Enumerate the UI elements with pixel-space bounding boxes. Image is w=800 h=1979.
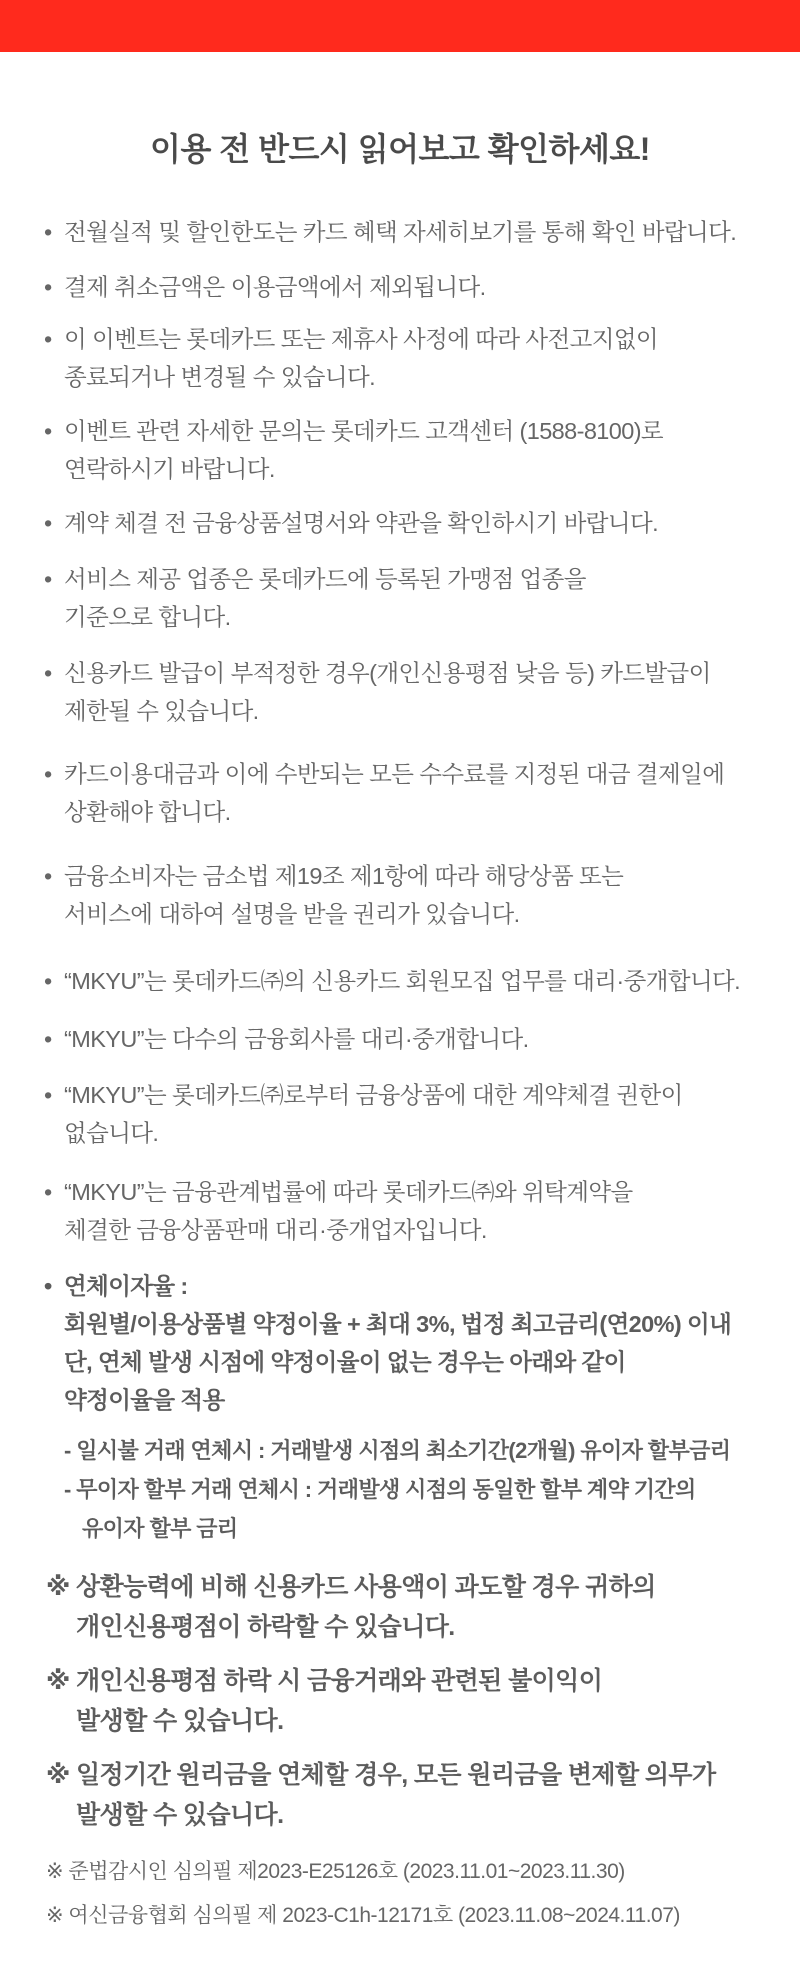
top-red-bar [0,0,800,52]
notice-text: 상환능력에 비해 신용카드 사용액이 과도할 경우 귀하의 [76,1573,656,1601]
item-text: 이 이벤트는 롯데카드 또는 제휴사 사정에 따라 사전고지없이 [64,326,659,352]
item-text: 회원별/이용상품별 약정이율 + 최대 3%, 법정 최고금리(연20%) 이내 [64,1311,732,1337]
bullet: • [44,219,52,245]
item-text: 신용카드 발급이 부적정한 경우(개인신용평점 낮음 등) 카드발급이 [64,660,711,686]
notice-text: 개인신용평점이 하락할 수 있습니다. [76,1613,455,1641]
compliance-review-2: ※ 여신금융협회 심의필 제 2023-C1h-12171호 (2023.11.08~2024.11.07) [46,1904,680,1927]
bullet: • [44,660,52,686]
item-text: 상환해야 합니다. [64,799,231,825]
item-text: 단, 연체 발생 시점에 약정이율이 없는 경우는 아래와 같이 [64,1349,626,1375]
item-text: “MKYU”는 롯데카드㈜의 신용카드 회원모집 업무를 대리·중개합니다. [64,968,741,994]
bullet: • [44,1026,52,1052]
compliance-review-1: ※ 준법감시인 심의필 제2023-E25126호 (2023.11.01~2023.11.30) [46,1860,625,1883]
item-text: “MKYU”는 금융관계법률에 따라 롯데카드㈜와 위탁계약을 [64,1179,633,1205]
notice-text: 개인신용평점 하락 시 금융거래와 관련된 불이익이 [76,1667,603,1695]
late-interest-sub-2: - 무이자 할부 거래 연체시 : 거래발생 시점의 동일한 할부 계약 기간의 [64,1477,696,1502]
bullet: • [44,1273,52,1299]
item-text: 전월실적 및 할인한도는 카드 혜택 자세히보기를 통해 확인 바랍니다. [64,219,737,245]
bullet: • [44,566,52,592]
bullet: • [44,968,52,994]
late-interest-heading: 연체이자율 : [64,1273,188,1299]
reference-mark: ※ [46,1573,70,1601]
late-interest-sub-1: - 일시불 거래 연체시 : 거래발생 시점의 최소기간(2개월) 유이자 할부금리 [64,1438,731,1463]
late-interest-sub-3: 유이자 할부 금리 [82,1516,238,1541]
item-text: 없습니다. [64,1120,159,1146]
bullet: • [44,418,52,444]
reference-mark: ※ [46,1667,70,1695]
item-text: 금융소비자는 금소법 제19조 제1항에 따라 해당상품 또는 [64,863,624,889]
item-text: 체결한 금융상품판매 대리·중개업자입니다. [64,1217,487,1243]
bullet: • [44,863,52,889]
reference-mark: ※ [46,1761,70,1789]
item-text: 결제 취소금액은 이용금액에서 제외됩니다. [64,274,486,300]
item-text: “MKYU”는 다수의 금융회사를 대리·중개합니다. [64,1026,529,1052]
item-text: 서비스 제공 업종은 롯데카드에 등록된 가맹점 업종을 [64,566,586,592]
item-text: 연락하시기 바랍니다. [64,456,275,482]
notice-text: 일정기간 원리금을 연체할 경우, 모든 원리금을 변제할 의무가 [76,1761,716,1789]
item-text: 서비스에 대하여 설명을 받을 권리가 있습니다. [64,901,520,927]
bullet: • [44,761,52,787]
item-text: 종료되거나 변경될 수 있습니다. [64,364,376,390]
item-text: 약정이율을 적용 [64,1387,225,1413]
bullet: • [44,510,52,536]
item-text: 기준으로 합니다. [64,604,231,630]
item-text: 이벤트 관련 자세한 문의는 롯데카드 고객센터 (1588-8100)로 [64,418,664,444]
item-text: 계약 체결 전 금융상품설명서와 약관을 확인하시기 바랍니다. [64,510,659,536]
bullet: • [44,1179,52,1205]
notice-text: 발생할 수 있습니다. [76,1707,284,1735]
bullet: • [44,1082,52,1108]
item-text: 제한될 수 있습니다. [64,698,259,724]
notice-text: 발생할 수 있습니다. [76,1801,284,1829]
bullet: • [44,326,52,352]
item-text: “MKYU”는 롯데카드㈜로부터 금융상품에 대한 계약체결 권한이 [64,1082,683,1108]
bullet: • [44,274,52,300]
page-title: 이용 전 반드시 읽어보고 확인하세요! [150,131,650,167]
item-text: 카드이용대금과 이에 수반되는 모든 수수료를 지정된 대금 결제일에 [64,761,725,787]
